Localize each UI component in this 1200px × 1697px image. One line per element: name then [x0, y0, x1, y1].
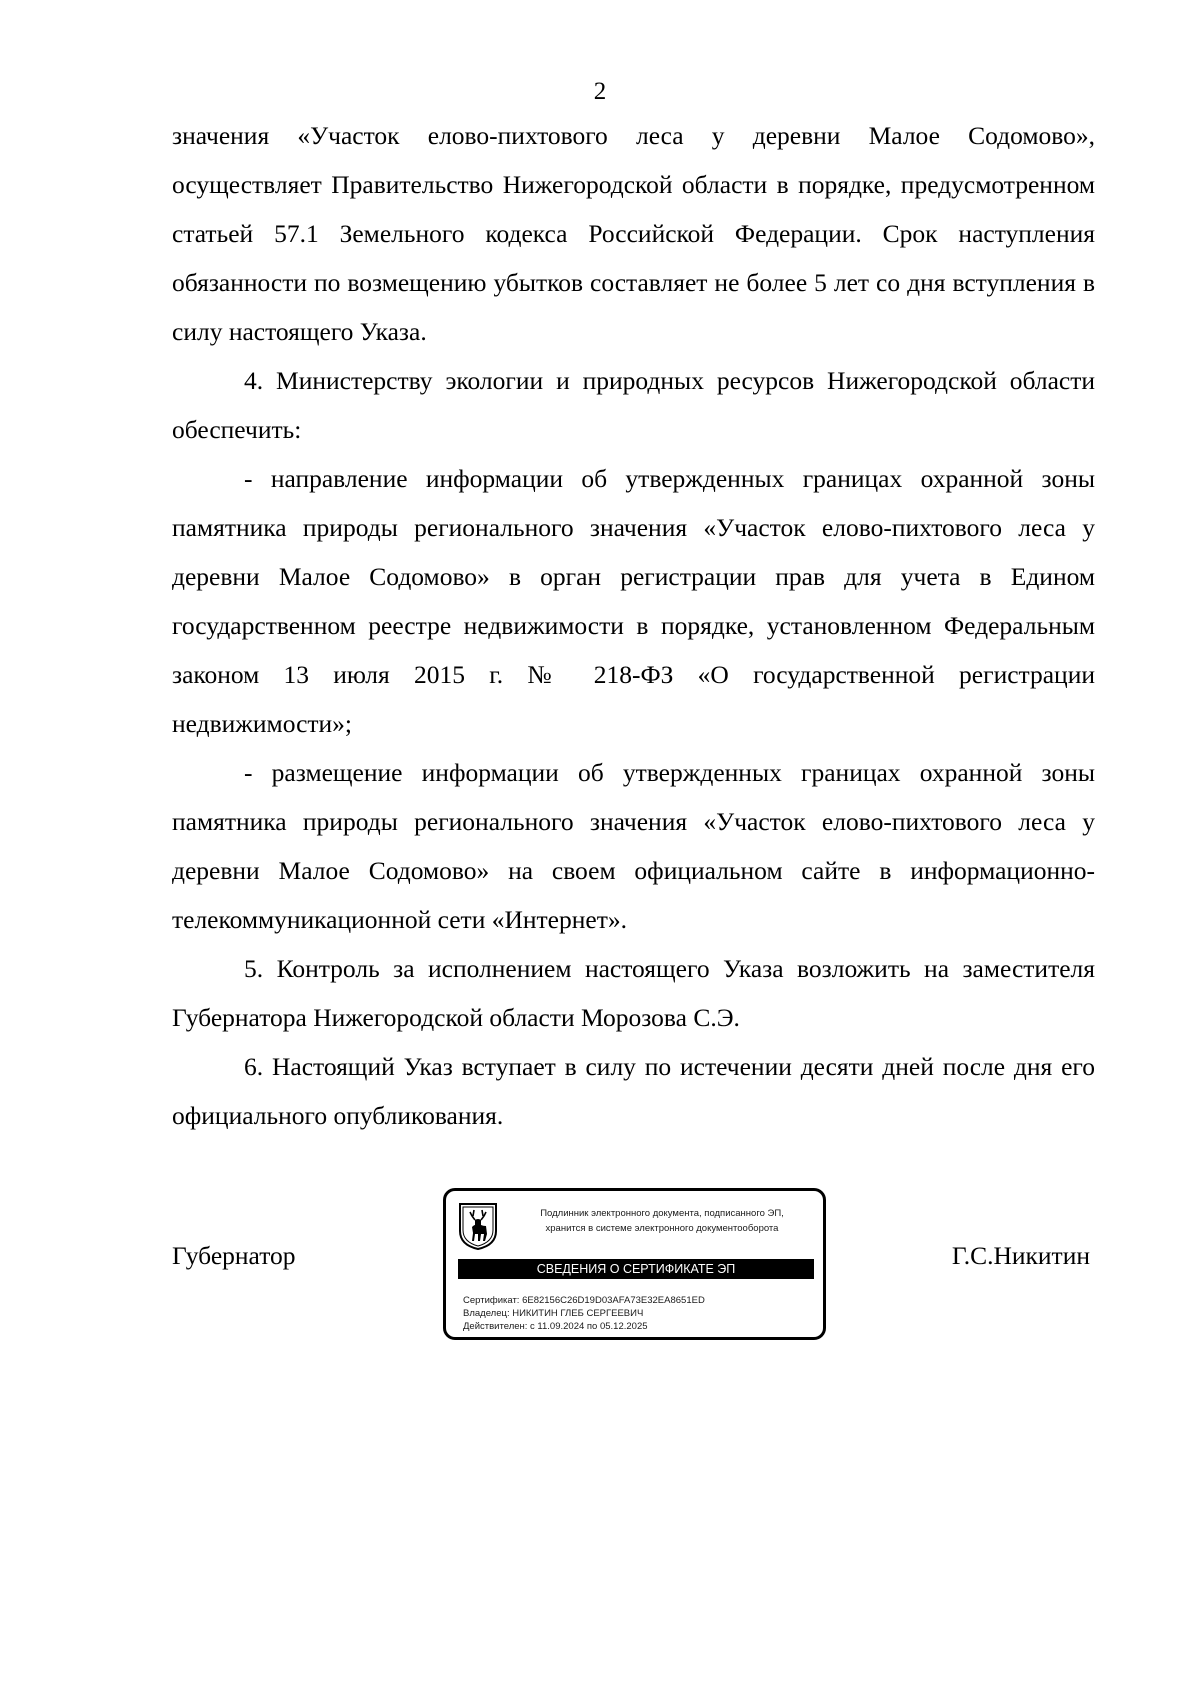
- page-number: 2: [593, 78, 607, 105]
- paragraph-item-4: 4. Министерству экологии и природных ресурсов Нижегородской области обеспечить:: [172, 366, 1095, 444]
- certificate-details: [463, 1294, 705, 1333]
- stamp-note: [512, 1206, 812, 1236]
- stamp-header: СВЕДЕНИЯ О СЕРТИФИКАТЕ ЭП: [458, 1259, 814, 1279]
- signer-title: Губернатор: [172, 1241, 296, 1270]
- stamp-note-line: хранится в системе электронного документооборота: [545, 1223, 779, 1234]
- certificate-owner: Владелец: НИКИТИН ГЛЕБ СЕРГЕЕВИЧ: [463, 1308, 644, 1319]
- paragraph-item-5: 5. Контроль за исполнением настоящего Указа возложить на заместителя Губернатора Нижегородской области Морозова С.Э.: [172, 954, 1095, 1032]
- deer-coat-of-arms-icon: [457, 1201, 499, 1251]
- certificate-validity: Действителен: с 11.09.2024 по 05.12.2025: [463, 1321, 648, 1332]
- stamp-note-line: Подлинник электронного документа, подписанного ЭП,: [540, 1208, 784, 1219]
- paragraph-continuation: значения «Участок елово-пихтового леса у деревни Малое Содомово», осуществляет Правительство Нижегородской области в порядке, предусмотренном статьей 57.1 Земельного кодекса Российской Федерации. Срок наступления обязанности по возмещению убытков составляет не более 5 лет со дня вступления в силу настоящего Указа.: [172, 121, 1095, 346]
- e-signature-stamp: [443, 1188, 826, 1340]
- paragraph-item-4-publication: - размещение информации об утвержденных границах охранной зоны памятника природы регионального значения «Участок елово-пихтового леса у деревни Малое Содомово» на своем официальном сайте в информационно-телекоммуникационной сети «Интернет».: [172, 758, 1095, 934]
- signature-block: [172, 1180, 1095, 1340]
- document-body: [172, 111, 1095, 1140]
- certificate-number: Сертификат: 6E82156C26D19D03AFA73E32EA8651ED: [463, 1295, 705, 1306]
- signer-name: Г.С.Никитин: [951, 1241, 1090, 1270]
- paragraph-item-6: 6. Настоящий Указ вступает в силу по истечении десяти дней после дня его официального опубликования.: [172, 1052, 1095, 1130]
- paragraph-item-4-registration: - направление информации об утвержденных границах охранной зоны памятника природы регионального значения «Участок елово-пихтового леса у деревни Малое Содомово» в орган регистрации прав для учета в Едином государственном реестре недвижимости в порядке, установленном Федеральным законом 13 июля 2015 г. № 218-ФЗ «О государственной регистрации недвижимости»;: [172, 464, 1095, 738]
